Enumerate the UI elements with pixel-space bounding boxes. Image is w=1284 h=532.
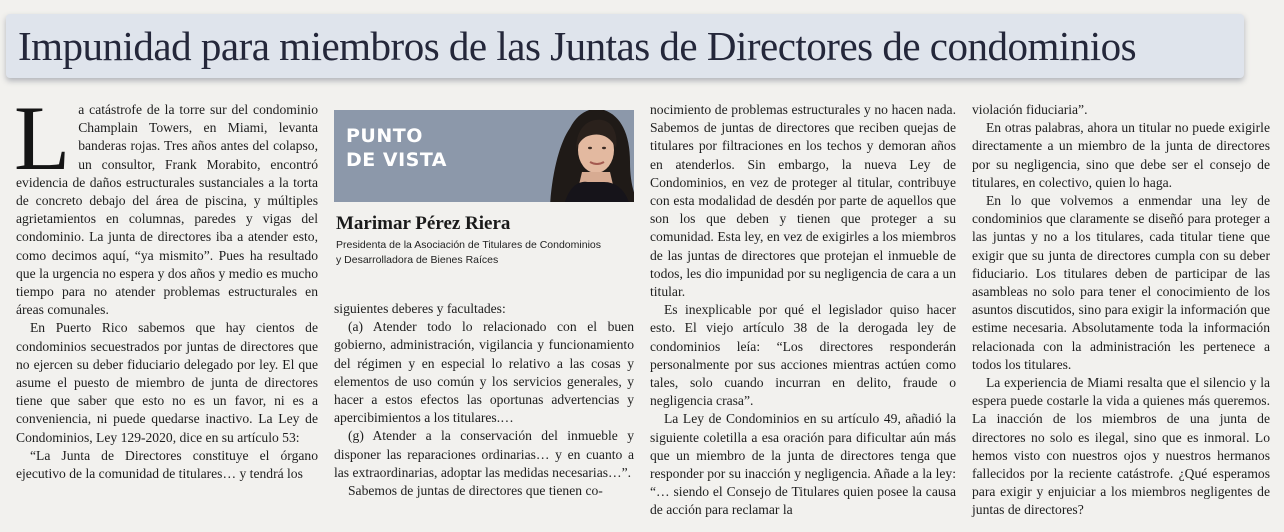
article-column-1 [14,87,318,483]
section-label-line: PUNTO [346,125,423,147]
article-paragraph: La Ley de Condominios en su artículo 49, añadió la siguiente coletilla a esa oración para dificultar aún más que un miembro de la junta de directores tenga que responder por su inacción y negligencia. Añade a la ley: “… siendo el Consejo de Titulares quien posee la causa de acción para reclamar la [650,411,956,518]
section-label-line: DE VISTA [346,149,448,171]
article-paragraph: “La Junta de Directores constituye el órgano ejecutivo de la comunidad de titulares… y tendrá los [16,447,318,482]
article-column-3 [650,101,956,520]
article-paragraph: (g) Atender a la conservación del inmueble y disponer las reparaciones ordinarias… y en cuanto a las extraordinarias, adoptar las medidas necesarias…”. [334,428,634,480]
author-name: Marimar Pérez Riera [336,213,511,234]
paragraph-text: a catástrofe de la torre sur del condominio Champlain Towers, en Miami, levanta banderas rojas. Tres años antes del colapso, un consultor, Frank Morabito, encontró evidencia de daños estructurales sustanciales a la torta de concreto debajo del área de piscina, y múltiples agrietamientos en columnas, paredes y vigas del condominio. La junta de directores iba a atender esto, como decimos aquí, “ya mismito”. Pues ha resultado que la urgencia no espera y dos años y medio es mucho tiempo para no atender problemas estructurales en áreas comunales. [16,102,318,318]
article-paragraph: Sabemos de juntas de directores que tienen co- [348,483,603,499]
article-paragraph: En lo que volvemos a enmendar una ley de condominios que claramente se diseñó para proteger a las juntas y no a los titulares, cada titular tiene que exigir que su junta de directores cumpla con su deber fiduciario. Los titulares deben de participar de las asambleas no solo para tener el conocimiento de los asuntos discutidos, sino para exigir la información que estime necesaria. Absolutamente toda la información relacionada con la administración les pertenece a todos los titulares. [972,193,1270,372]
article-paragraph: En otras palabras, ahora un titular no puede exigirle directamente a un miembro de la junta de directores por su negligencia, sino que debe ser el consejo de titulares, en colectivo, quien lo haga. [972,120,1270,190]
article-column-2 [334,300,634,500]
article-paragraph: violación fiduciaria”. [972,102,1088,117]
headline: Impunidad para miembros de las Juntas de Directores de condominios [18,23,1137,69]
article-paragraph [14,87,318,319]
section-label-box [334,110,634,202]
article-paragraph: nocimiento de problemas estructurales y no hacen nada. Sabemos de juntas de directores que reciben quejas de titulares por filtraciones en los techos y demoran años en atenderlos. Sin embargo, la nueva Ley de Condominios, en vez de proteger al titular, contribuye con esta modalidad de desdén por parte de aquellos que son los que deben y tienen que proteger a su comunidad. Esta ley, en vez de exigirles a los miembros de las juntas de directores que protejan el inmueble de todos, les dio impunidad por su negligencia de cara a un titular. [650,102,956,300]
article-paragraph: (a) Atender todo lo relacionado con el buen gobierno, administración, vigilancia y funcionamiento del régimen y en especial lo relativo a las cosas y elementos de uso común y los servicios generales, y hacer a estos efectos las oportunas advertencias y apercibimientos a los titulares.… [334,319,634,426]
article-paragraph: En Puerto Rico sabemos que hay cientos de condominios secuestrados por juntas de directores que no ejercen su deber fiduciario delegado por ley. El que asume el puesto de miembro de junta de directores tiene que saber que esto no es un favor, ni es a conveniencia, ni puede quedarse inactivo. La Ley de Condominios, Ley 129-2020, dice en su artículo 53: [16,320,318,445]
author-portrait [530,110,634,202]
author-bio-line: y Desarrolladora de Bienes Raíces [336,254,499,266]
author-bio-line: Presidenta de la Asociación de Titulares de Condominios [336,239,601,251]
article-paragraph: siguientes deberes y facultades: [334,301,506,316]
drop-cap: L [14,87,71,189]
article-paragraph: La experiencia de Miami resalta que el silencio y la espera puede costarle la vida a quienes más queremos. La inacción de los miembros de una junta de directores no solo es ilegal, sino que es inmoral. Lo hemos visto con nuestros ojos y nuestros hermanos fallecidos por la reciente catástrofe. ¿Qué esperamos para exigir y enjuiciar a los miembros negligentes de juntas de directores? [972,375,1270,518]
author-bio [336,238,636,268]
article-paragraph: Es inexplicable por qué el legislador quiso hacer esto. El viejo artículo 38 de la derogada ley de condominios leía: “Los directores responderán personalmente por sus acciones mientras actúen como tales, solo cuando incurran en delito, fraude o negligencia crasa”. [650,302,956,409]
article-column-4 [972,101,1270,520]
section-label [346,124,447,172]
